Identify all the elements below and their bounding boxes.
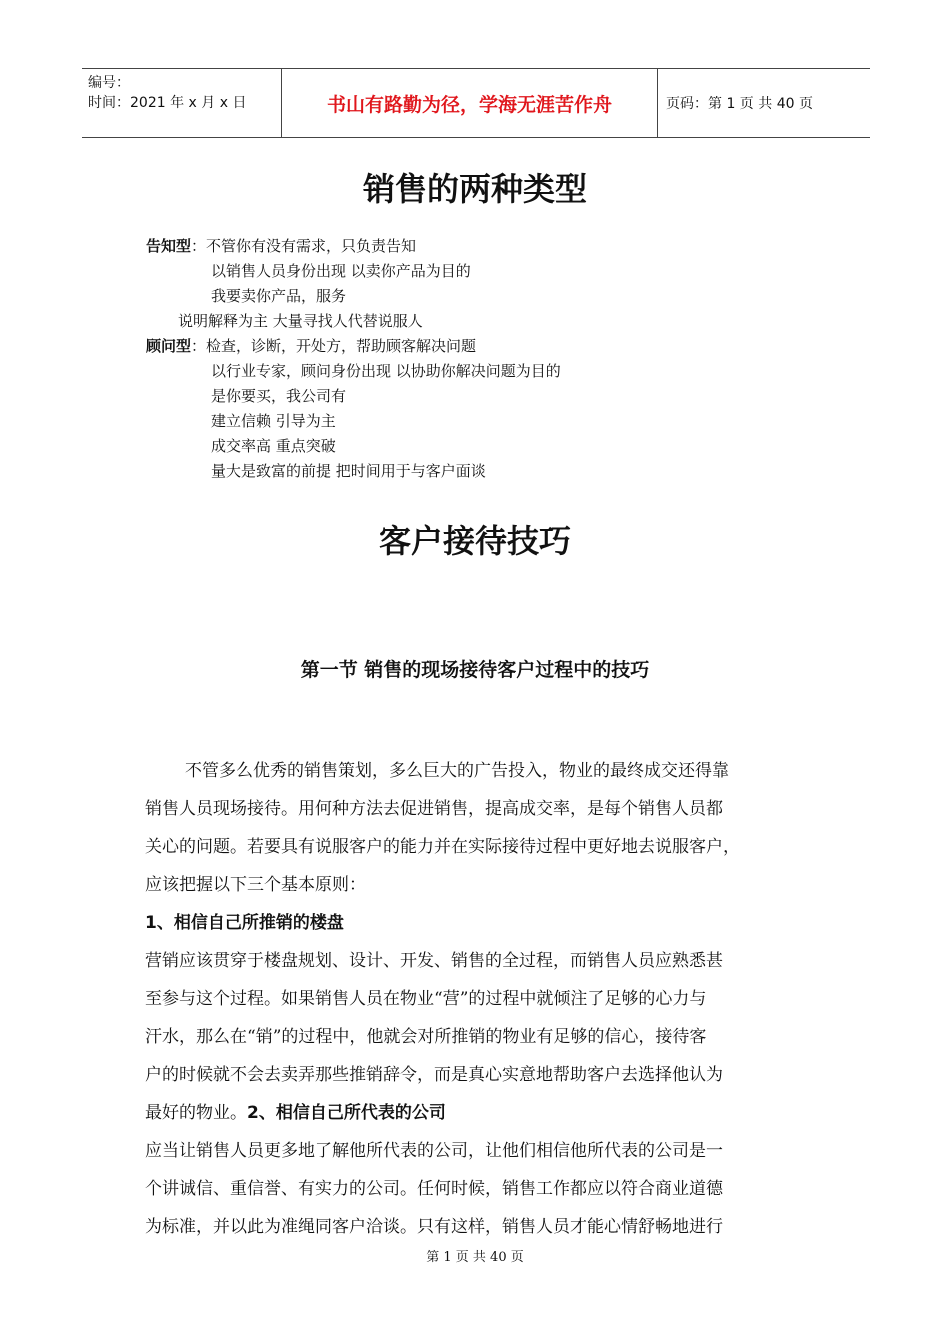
body-line: 为标准，并以此为准绳同客户洽谈。只有这样，销售人员才能心情舒畅地进行 xyxy=(145,1217,723,1237)
para1-last: 最好的物业。 xyxy=(145,1103,247,1123)
consult-line: 以行业专家，顾问身份出现 以协助你解决问题为目的 xyxy=(211,362,561,380)
body-line: 户的时候就不会去卖弄那些推销辞令，而是真心实意地帮助客户去选择他认为 xyxy=(145,1065,723,1085)
consult-line: 建立信赖 引导为主 xyxy=(211,412,336,430)
body-line: 关心的问题。若要具有说服客户的能力并在实际接待过程中更好地去说服客户， xyxy=(145,837,740,857)
motto: 书山有路勤为径，学海无涯苦作舟 xyxy=(282,69,658,137)
consult-line: ：检查，诊断，开处方，帮助顾客解决问题 xyxy=(191,337,477,355)
body-line: 不管多么优秀的销售策划，多么巨大的广告投入，物业的最终成交还得靠 xyxy=(185,761,729,781)
body-line-with-heading xyxy=(145,1094,815,1132)
principle-heading-1: 1、相信自己所推销的楼盘 xyxy=(145,913,344,933)
inform-line: 我要卖你产品，服务 xyxy=(211,287,347,305)
body-line: 营销应该贯穿于楼盘规划、设计、开发、销售的全过程，而销售人员应熟悉甚 xyxy=(145,951,723,971)
title-sales-types: 销售的两种类型 xyxy=(362,170,587,208)
inform-type-row xyxy=(146,234,561,259)
consult-line: 量大是致富的前提 把时间用于与客户面谈 xyxy=(211,462,486,480)
inform-line: 说明解释为主 大量寻找人代替说服人 xyxy=(178,312,423,330)
page-footer: 第 1 页 共 40 页 xyxy=(426,1250,524,1265)
body-line: 个讲诚信、重信誉、有实力的公司。任何时候，销售工作都应以符合商业道德 xyxy=(145,1179,723,1199)
inform-line: ：不管你有没有需求，只负责告知 xyxy=(191,237,417,255)
section-title: 第一节 销售的现场接待客户过程中的技巧 xyxy=(300,659,650,681)
sales-types-block xyxy=(146,234,561,484)
body-line: 至参与这个过程。如果销售人员在物业“营”的过程中就倾注了足够的心力与 xyxy=(145,989,707,1009)
header-table xyxy=(82,68,870,138)
time-label: 时间：2021 年 x 月 x 日 xyxy=(88,95,247,111)
consult-type-label: 顾问型 xyxy=(146,337,192,355)
title-reception-skills: 客户接待技巧 xyxy=(378,522,571,560)
body-line: 汗水，那么在“销”的过程中，他就会对所推销的物业有足够的信心，接待客 xyxy=(145,1027,707,1047)
body-line: 应该把握以下三个基本原则： xyxy=(145,875,366,895)
consult-line: 成交率高 重点突破 xyxy=(211,437,336,455)
header-left-cell xyxy=(82,69,282,137)
inform-line: 以销售人员身份出现 以卖你产品为目的 xyxy=(211,262,471,280)
number-label: 编号： xyxy=(88,75,130,91)
body-line: 应当让销售人员更多地了解他所代表的公司，让他们相信他所代表的公司是一 xyxy=(145,1141,723,1161)
body-line: 销售人员现场接待。用何种方法去促进销售，提高成交率，是每个销售人员都 xyxy=(145,799,723,819)
consult-line: 是你要买，我公司有 xyxy=(211,387,347,405)
inform-type-label: 告知型 xyxy=(146,237,192,255)
body-text xyxy=(145,752,815,1246)
principle-heading-2: 2、相信自己所代表的公司 xyxy=(247,1103,446,1123)
page-info: 页码：第 1 页 共 40 页 xyxy=(666,96,813,112)
consult-type-row xyxy=(146,334,561,359)
